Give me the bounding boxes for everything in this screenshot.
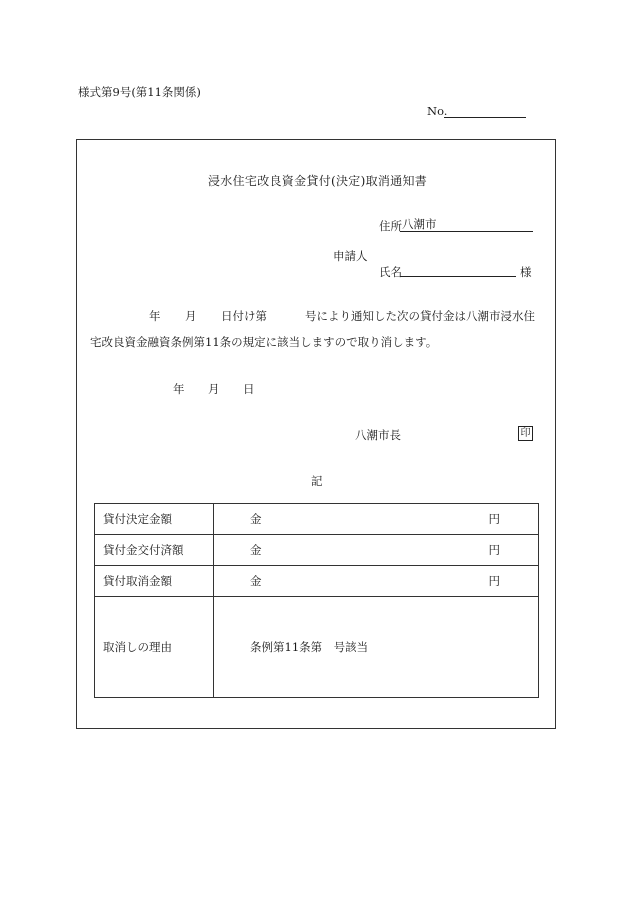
row-unit: 円 (488, 543, 500, 557)
body-text-line1: 号により通知した次の貸付金は八潮市浸水住 (305, 309, 535, 323)
row-unit: 円 (488, 512, 500, 526)
body-text-line2: 宅改良資金融資条例第11条の規定に該当しますので取り消します。 (90, 335, 438, 349)
table-row (95, 597, 539, 698)
date-day: 日 (243, 382, 255, 396)
row-value: 金 (250, 543, 262, 557)
number-field-line (444, 117, 526, 118)
row-value-cell (214, 597, 539, 698)
name-label: 氏名 (379, 265, 402, 279)
document-title: 浸水住宅改良資金貸付(決定)取消通知書 (208, 174, 428, 188)
number-label: No. (427, 104, 448, 118)
row-value: 金 (250, 512, 262, 526)
seal-mark: 印 (518, 426, 533, 441)
table-row (95, 504, 539, 535)
row-value-cell (214, 504, 539, 535)
body-year: 年 (149, 309, 161, 323)
table-row (95, 566, 539, 597)
row-label: 貸付取消金額 (95, 566, 214, 597)
row-value: 金 (250, 574, 262, 588)
honorific: 様 (520, 265, 532, 279)
body-day-ref: 日付け第 (221, 309, 267, 323)
date-year: 年 (173, 382, 185, 396)
row-label: 取消しの理由 (95, 597, 214, 698)
row-label: 貸付決定金額 (95, 504, 214, 535)
row-unit: 円 (488, 574, 500, 588)
body-month: 月 (185, 309, 197, 323)
applicant-label: 申請人 (333, 249, 368, 263)
detail-table (94, 503, 539, 698)
form-id: 様式第9号(第11条関係) (78, 85, 201, 99)
address-value: 八潮市 (400, 218, 533, 232)
row-value-cell (214, 566, 539, 597)
ki-heading: 記 (311, 474, 323, 488)
row-value: 条例第11条第 号該当 (250, 640, 369, 654)
name-field-line (400, 276, 516, 277)
table-row (95, 535, 539, 566)
row-value-cell (214, 535, 539, 566)
date-month: 月 (208, 382, 220, 396)
address-label: 住所 (379, 219, 402, 233)
row-label: 貸付金交付済額 (95, 535, 214, 566)
issuer: 八潮市長 (355, 428, 401, 442)
